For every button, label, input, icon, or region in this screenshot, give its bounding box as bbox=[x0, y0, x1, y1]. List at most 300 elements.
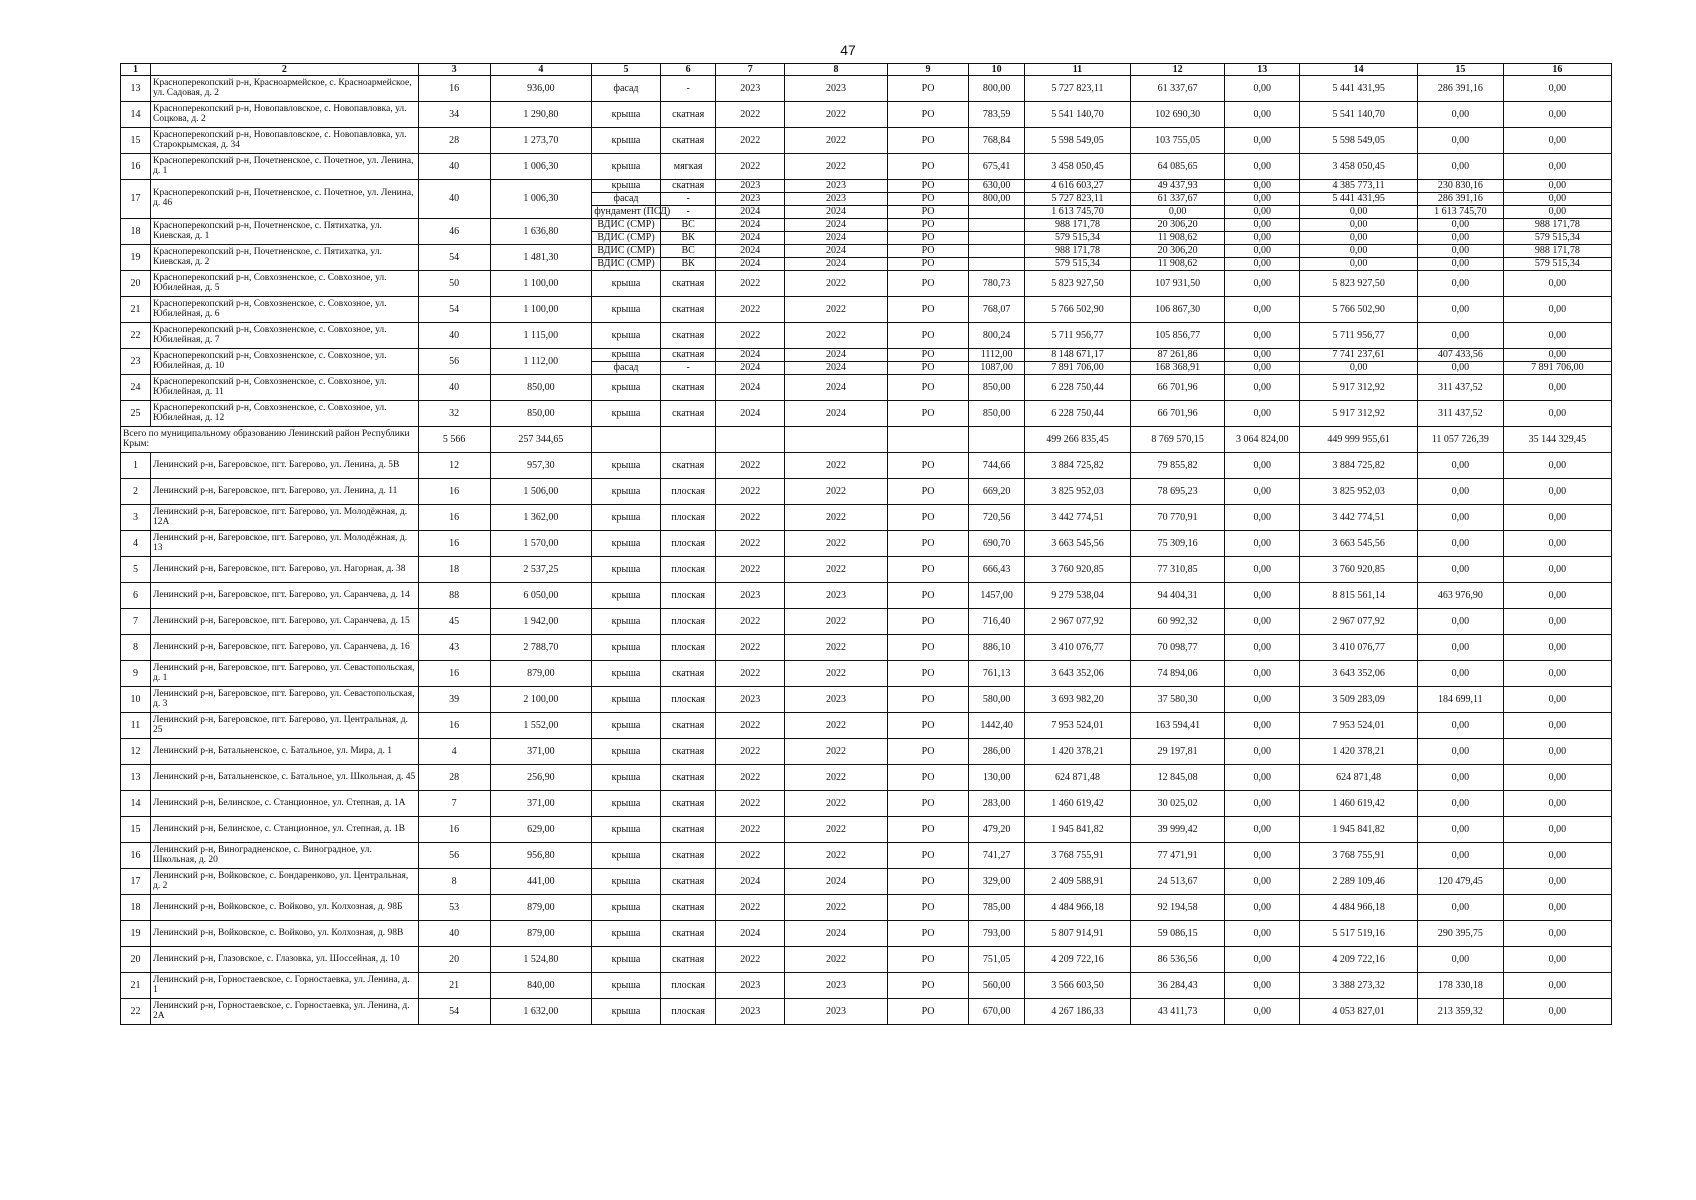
table-cell: скатная bbox=[660, 869, 716, 895]
table-cell: 2022 bbox=[785, 102, 888, 128]
table-cell: 0,00 bbox=[1503, 128, 1611, 154]
table-cell: 0,00 bbox=[1503, 739, 1611, 765]
table-cell: 107 931,50 bbox=[1130, 271, 1224, 297]
table-cell: крыша bbox=[592, 791, 661, 817]
table-cell: 184 699,11 bbox=[1417, 687, 1503, 713]
table-cell: ВК bbox=[660, 232, 716, 245]
table-cell: 0,00 bbox=[1503, 609, 1611, 635]
table-cell: 5 917 312,92 bbox=[1300, 375, 1418, 401]
table-cell: 690,70 bbox=[969, 531, 1025, 557]
table-cell: РО bbox=[887, 102, 968, 128]
table-cell: 0,00 bbox=[1417, 258, 1503, 271]
table-cell: 0,00 bbox=[1417, 232, 1503, 245]
table-cell: 7 891 706,00 bbox=[1503, 362, 1611, 375]
table-cell: 0,00 bbox=[1417, 479, 1503, 505]
table-cell: 371,00 bbox=[490, 791, 592, 817]
table-cell: плоская bbox=[660, 557, 716, 583]
table-cell: 1 420 378,21 bbox=[1300, 739, 1418, 765]
table-cell: крыша bbox=[592, 180, 661, 193]
table-cell: 1 362,00 bbox=[490, 505, 592, 531]
row-number: 19 bbox=[121, 921, 151, 947]
table-cell: 579 515,34 bbox=[1503, 232, 1611, 245]
table-row bbox=[121, 557, 1612, 583]
table-cell: 2 967 077,92 bbox=[1024, 609, 1130, 635]
table-cell: РО bbox=[887, 180, 968, 193]
table-cell: 0,00 bbox=[1503, 154, 1611, 180]
table-cell: 0,00 bbox=[1225, 791, 1300, 817]
table-cell: 2023 bbox=[716, 999, 785, 1025]
table-cell: 0,00 bbox=[1503, 817, 1611, 843]
row-number: 8 bbox=[121, 635, 151, 661]
table-cell: 283,00 bbox=[969, 791, 1025, 817]
table-cell: 560,00 bbox=[969, 973, 1025, 999]
table-cell: 800,00 bbox=[969, 193, 1025, 206]
table-cell: скатная bbox=[660, 843, 716, 869]
table-cell: 2024 bbox=[716, 362, 785, 375]
table-cell: 0,00 bbox=[1225, 869, 1300, 895]
table-cell: 2022 bbox=[716, 609, 785, 635]
table-cell: 879,00 bbox=[490, 661, 592, 687]
column-header: 1 bbox=[121, 64, 151, 76]
table-cell: 624 871,48 bbox=[1024, 765, 1130, 791]
table-cell: 2022 bbox=[716, 154, 785, 180]
table-cell: 8 bbox=[418, 869, 490, 895]
address-cell: Красноперекопский р-н, Почетненское, с. Почетное, ул. Ленина, д. 46 bbox=[150, 180, 418, 219]
table-cell: 1442,40 bbox=[969, 713, 1025, 739]
table-cell: 4 209 722,16 bbox=[1024, 947, 1130, 973]
table-row bbox=[121, 297, 1612, 323]
row-number: 17 bbox=[121, 180, 151, 219]
table-cell: 78 695,23 bbox=[1130, 479, 1224, 505]
table-cell: 2023 bbox=[716, 583, 785, 609]
table-cell: 3 442 774,51 bbox=[1024, 505, 1130, 531]
table-cell: 2024 bbox=[785, 349, 888, 362]
table-cell: 3 643 352,06 bbox=[1024, 661, 1130, 687]
table-cell: 0,00 bbox=[1503, 869, 1611, 895]
table-cell: 7 741 237,61 bbox=[1300, 349, 1418, 362]
row-number: 22 bbox=[121, 999, 151, 1025]
address-cell: Ленинский р-н, Горностаевское, с. Горностаевка, ул. Ленина, д. 1 bbox=[150, 973, 418, 999]
table-cell: 6 050,00 bbox=[490, 583, 592, 609]
table-cell: 24 513,67 bbox=[1130, 869, 1224, 895]
table-cell: 2024 bbox=[785, 258, 888, 271]
table-cell: скатная bbox=[660, 453, 716, 479]
table-cell: РО bbox=[887, 232, 968, 245]
table-cell: крыша bbox=[592, 505, 661, 531]
table-cell: 5 598 549,05 bbox=[1024, 128, 1130, 154]
table-cell: 1 100,00 bbox=[490, 271, 592, 297]
table-cell: 5 807 914,91 bbox=[1024, 921, 1130, 947]
table-cell: РО bbox=[887, 687, 968, 713]
table-cell: 286,00 bbox=[969, 739, 1025, 765]
table-cell: 0,00 bbox=[1225, 271, 1300, 297]
address-cell: Ленинский р-н, Виноградненское, с. Виноградное, ул. Школьная, д. 20 bbox=[150, 843, 418, 869]
table-cell: - bbox=[660, 76, 716, 102]
table-cell: 2022 bbox=[716, 453, 785, 479]
table-cell: 39 999,42 bbox=[1130, 817, 1224, 843]
table-cell: 0,00 bbox=[1225, 583, 1300, 609]
table-cell: 988 171,78 bbox=[1024, 245, 1130, 258]
table-cell: 4 484 966,18 bbox=[1300, 895, 1418, 921]
table-cell: плоская bbox=[660, 479, 716, 505]
table-cell: 761,13 bbox=[969, 661, 1025, 687]
table-cell: скатная bbox=[660, 739, 716, 765]
table-cell: скатная bbox=[660, 765, 716, 791]
table-cell: 7 891 706,00 bbox=[1024, 362, 1130, 375]
table-row bbox=[121, 76, 1612, 102]
table-cell: 0,00 bbox=[1417, 843, 1503, 869]
column-header: 10 bbox=[969, 64, 1025, 76]
table-cell: 311 437,52 bbox=[1417, 401, 1503, 427]
table-cell: 40 bbox=[418, 180, 490, 219]
table-row bbox=[121, 271, 1612, 297]
table-cell: 2 537,25 bbox=[490, 557, 592, 583]
table-cell: 2022 bbox=[785, 479, 888, 505]
table-cell: 0,00 bbox=[1225, 206, 1300, 219]
table-cell bbox=[969, 427, 1025, 453]
table-cell: 230 830,16 bbox=[1417, 180, 1503, 193]
table-cell: 5 711 956,77 bbox=[1300, 323, 1418, 349]
table-cell: 102 690,30 bbox=[1130, 102, 1224, 128]
table-cell: крыша bbox=[592, 609, 661, 635]
table-cell: 1 460 619,42 bbox=[1024, 791, 1130, 817]
address-cell: Ленинский р-н, Багеровское, пгт. Багерово, ул. Саранчева, д. 14 bbox=[150, 583, 418, 609]
table-cell: 7 bbox=[418, 791, 490, 817]
table-cell: крыша bbox=[592, 557, 661, 583]
table-cell: крыша bbox=[592, 973, 661, 999]
row-number: 5 bbox=[121, 557, 151, 583]
table-cell: 0,00 bbox=[1225, 245, 1300, 258]
table-cell: 0,00 bbox=[1417, 531, 1503, 557]
table-cell: 879,00 bbox=[490, 921, 592, 947]
table-cell: 720,56 bbox=[969, 505, 1025, 531]
table-cell: крыша bbox=[592, 661, 661, 687]
table-cell: 3 410 076,77 bbox=[1024, 635, 1130, 661]
table-cell: РО bbox=[887, 193, 968, 206]
table-cell: крыша bbox=[592, 531, 661, 557]
table-cell: 70 098,77 bbox=[1130, 635, 1224, 661]
address-cell: Ленинский р-н, Глазовское, с. Глазовка, ул. Шоссейная, д. 10 bbox=[150, 947, 418, 973]
table-cell: 1 613 745,70 bbox=[1024, 206, 1130, 219]
table-cell bbox=[592, 427, 661, 453]
row-number: 3 bbox=[121, 505, 151, 531]
table-cell: 105 856,77 bbox=[1130, 323, 1224, 349]
row-number: 4 bbox=[121, 531, 151, 557]
table-cell: 2023 bbox=[785, 76, 888, 102]
table-row bbox=[121, 765, 1612, 791]
address-cell: Красноперекопский р-н, Совхозненское, с. Совхозное, ул. Юбилейная, д. 10 bbox=[150, 349, 418, 375]
table-cell: 2024 bbox=[785, 232, 888, 245]
table-cell: 2024 bbox=[785, 921, 888, 947]
row-number: 15 bbox=[121, 817, 151, 843]
table-cell: 2024 bbox=[785, 869, 888, 895]
table-cell: 850,00 bbox=[969, 375, 1025, 401]
table-cell: 8 815 561,14 bbox=[1300, 583, 1418, 609]
table-cell: 0,00 bbox=[1225, 739, 1300, 765]
table-cell: 3 760 920,85 bbox=[1024, 557, 1130, 583]
table-cell: 0,00 bbox=[1503, 76, 1611, 102]
table-cell: крыша bbox=[592, 479, 661, 505]
row-number: 20 bbox=[121, 271, 151, 297]
table-cell: РО bbox=[887, 609, 968, 635]
table-row bbox=[121, 973, 1612, 999]
table-row bbox=[121, 947, 1612, 973]
address-cell: Ленинский р-н, Батальненское, с. Батальное, ул. Школьная, д. 45 bbox=[150, 765, 418, 791]
table-cell: 800,00 bbox=[969, 76, 1025, 102]
table-cell: 2022 bbox=[785, 843, 888, 869]
table-cell: 0,00 bbox=[1417, 102, 1503, 128]
table-cell: 0,00 bbox=[1417, 713, 1503, 739]
table-cell: РО bbox=[887, 401, 968, 427]
address-cell: Красноперекопский р-н, Новопавловское, с. Новопавловка, ул. Соцкова, д. 2 bbox=[150, 102, 418, 128]
table-row bbox=[121, 245, 1612, 258]
table-cell: 106 867,30 bbox=[1130, 297, 1224, 323]
table-row bbox=[121, 219, 1612, 232]
table-cell: 669,20 bbox=[969, 479, 1025, 505]
table-cell: 4 267 186,33 bbox=[1024, 999, 1130, 1025]
table-cell: 213 359,32 bbox=[1417, 999, 1503, 1025]
table-cell: - bbox=[660, 206, 716, 219]
table-cell: 783,59 bbox=[969, 102, 1025, 128]
table-cell: 178 330,18 bbox=[1417, 973, 1503, 999]
column-header: 9 bbox=[887, 64, 968, 76]
table-cell: 5 727 823,11 bbox=[1024, 193, 1130, 206]
table-cell: 2022 bbox=[716, 895, 785, 921]
table-cell: 1 613 745,70 bbox=[1417, 206, 1503, 219]
table-body bbox=[121, 76, 1612, 1025]
table-cell: 66 701,96 bbox=[1130, 375, 1224, 401]
address-cell: Красноперекопский р-н, Новопавловское, с. Новопавловка, ул. Старокрымская, д. 34 bbox=[150, 128, 418, 154]
table-cell: 92 194,58 bbox=[1130, 895, 1224, 921]
column-header: 2 bbox=[150, 64, 418, 76]
table-cell: 768,84 bbox=[969, 128, 1025, 154]
table-cell: 3 458 050,45 bbox=[1300, 154, 1418, 180]
table-cell: 0,00 bbox=[1417, 765, 1503, 791]
table-row bbox=[121, 895, 1612, 921]
table-cell: 5 598 549,05 bbox=[1300, 128, 1418, 154]
table-cell: крыша bbox=[592, 999, 661, 1025]
table-row bbox=[121, 999, 1612, 1025]
table-cell: 629,00 bbox=[490, 817, 592, 843]
table-cell: 37 580,30 bbox=[1130, 687, 1224, 713]
table-cell: 0,00 bbox=[1225, 531, 1300, 557]
table-cell: 2022 bbox=[716, 479, 785, 505]
table-cell: 2022 bbox=[716, 791, 785, 817]
table-cell: 16 bbox=[418, 531, 490, 557]
table-cell: плоская bbox=[660, 583, 716, 609]
table-cell: 1 636,80 bbox=[490, 219, 592, 245]
table-cell: 5 766 502,90 bbox=[1024, 297, 1130, 323]
table-cell: 2022 bbox=[785, 154, 888, 180]
table-cell: 39 bbox=[418, 687, 490, 713]
table-cell: 1 420 378,21 bbox=[1024, 739, 1130, 765]
table-cell: 0,00 bbox=[1503, 583, 1611, 609]
column-header: 15 bbox=[1417, 64, 1503, 76]
table-cell: 0,00 bbox=[1225, 609, 1300, 635]
table-cell: 3 064 824,00 bbox=[1225, 427, 1300, 453]
table-cell: 5 823 927,50 bbox=[1300, 271, 1418, 297]
table-cell: 3 509 283,09 bbox=[1300, 687, 1418, 713]
table-cell: 28 bbox=[418, 765, 490, 791]
table-cell: крыша bbox=[592, 128, 661, 154]
table-cell: 624 871,48 bbox=[1300, 765, 1418, 791]
table-cell: 5 441 431,95 bbox=[1300, 76, 1418, 102]
table-cell: 0,00 bbox=[1503, 531, 1611, 557]
table-cell: 675,41 bbox=[969, 154, 1025, 180]
row-number: 20 bbox=[121, 947, 151, 973]
table-cell: 54 bbox=[418, 297, 490, 323]
address-cell: Красноперекопский р-н, Совхозненское, с. Совхозное, ул. Юбилейная, д. 12 bbox=[150, 401, 418, 427]
table-cell: 3 663 545,56 bbox=[1024, 531, 1130, 557]
table-cell: 61 337,67 bbox=[1130, 193, 1224, 206]
table-row bbox=[121, 921, 1612, 947]
table-cell: 286 391,16 bbox=[1417, 76, 1503, 102]
table-row bbox=[121, 739, 1612, 765]
address-cell: Ленинский р-н, Горностаевское, с. Горностаевка, ул. Ленина, д. 2А bbox=[150, 999, 418, 1025]
table-cell: 0,00 bbox=[1503, 557, 1611, 583]
table-cell: скатная bbox=[660, 128, 716, 154]
table-cell: 168 368,91 bbox=[1130, 362, 1224, 375]
row-number: 17 bbox=[121, 869, 151, 895]
table-cell: крыша bbox=[592, 154, 661, 180]
table-cell: 11 908,62 bbox=[1130, 232, 1224, 245]
table-cell: 0,00 bbox=[1225, 401, 1300, 427]
table-cell: скатная bbox=[660, 817, 716, 843]
table-cell: 5 541 140,70 bbox=[1024, 102, 1130, 128]
address-cell: Ленинский р-н, Войковское, с. Войково, ул. Колхозная, д. 98В bbox=[150, 921, 418, 947]
table-cell: 1 290,80 bbox=[490, 102, 592, 128]
table-cell: РО bbox=[887, 245, 968, 258]
table-cell: 16 bbox=[418, 505, 490, 531]
row-number: 14 bbox=[121, 791, 151, 817]
table-cell: крыша bbox=[592, 401, 661, 427]
table-row bbox=[121, 713, 1612, 739]
table-cell: 2022 bbox=[785, 531, 888, 557]
table-cell: 2024 bbox=[716, 349, 785, 362]
table-cell: 103 755,05 bbox=[1130, 128, 1224, 154]
table-cell bbox=[887, 427, 968, 453]
address-cell: Красноперекопский р-н, Совхозненское, с. Совхозное, ул. Юбилейная, д. 5 bbox=[150, 271, 418, 297]
table-cell: 2024 bbox=[716, 245, 785, 258]
table-cell: 94 404,31 bbox=[1130, 583, 1224, 609]
table-cell: РО bbox=[887, 843, 968, 869]
table-cell: 780,73 bbox=[969, 271, 1025, 297]
table-cell: 1 273,70 bbox=[490, 128, 592, 154]
table-cell: РО bbox=[887, 128, 968, 154]
address-cell: Красноперекопский р-н, Совхозненское, с. Совхозное, ул. Юбилейная, д. 7 bbox=[150, 323, 418, 349]
table-cell: РО bbox=[887, 791, 968, 817]
table-cell: 3 442 774,51 bbox=[1300, 505, 1418, 531]
table-row bbox=[121, 609, 1612, 635]
table-cell: 86 536,56 bbox=[1130, 947, 1224, 973]
table-cell: скатная bbox=[660, 349, 716, 362]
table-cell: 936,00 bbox=[490, 76, 592, 102]
table-cell: 2022 bbox=[785, 817, 888, 843]
table-cell: 2 100,00 bbox=[490, 687, 592, 713]
table-cell: крыша bbox=[592, 271, 661, 297]
table-cell: 1 100,00 bbox=[490, 297, 592, 323]
row-number: 22 bbox=[121, 323, 151, 349]
table-cell: 2023 bbox=[785, 193, 888, 206]
table-cell: 79 855,82 bbox=[1130, 453, 1224, 479]
table-cell: 0,00 bbox=[1300, 206, 1418, 219]
table-cell: 16 bbox=[418, 713, 490, 739]
table-cell: 0,00 bbox=[1417, 128, 1503, 154]
table-cell: 0,00 bbox=[1503, 687, 1611, 713]
table-cell: 2023 bbox=[785, 583, 888, 609]
table-row bbox=[121, 791, 1612, 817]
table-cell: 0,00 bbox=[1503, 297, 1611, 323]
row-number: 13 bbox=[121, 765, 151, 791]
table-cell: 850,00 bbox=[490, 375, 592, 401]
table-cell: 46 bbox=[418, 219, 490, 245]
table-cell: 3 663 545,56 bbox=[1300, 531, 1418, 557]
table-cell: 0,00 bbox=[1225, 232, 1300, 245]
table-cell: 290 395,75 bbox=[1417, 921, 1503, 947]
table-cell: 2023 bbox=[716, 687, 785, 713]
table-cell: РО bbox=[887, 271, 968, 297]
table-cell: 256,90 bbox=[490, 765, 592, 791]
address-cell: Ленинский р-н, Войковское, с. Войково, ул. Колхозная, д. 98Б bbox=[150, 895, 418, 921]
table-cell: 2022 bbox=[785, 323, 888, 349]
table-cell: 2022 bbox=[785, 713, 888, 739]
table-cell: ВС bbox=[660, 245, 716, 258]
table-cell: 70 770,91 bbox=[1130, 505, 1224, 531]
table-cell: 0,00 bbox=[1130, 206, 1224, 219]
table-cell: 130,00 bbox=[969, 765, 1025, 791]
table-cell: 0,00 bbox=[1225, 349, 1300, 362]
table-cell: 1112,00 bbox=[969, 349, 1025, 362]
table-cell: 2024 bbox=[716, 258, 785, 271]
table-cell: РО bbox=[887, 765, 968, 791]
table-cell: 0,00 bbox=[1225, 843, 1300, 869]
table-cell: 2022 bbox=[785, 635, 888, 661]
table-cell: крыша bbox=[592, 635, 661, 661]
table-cell: РО bbox=[887, 713, 968, 739]
table-cell: РО bbox=[887, 323, 968, 349]
table-cell: скатная bbox=[660, 323, 716, 349]
table-row bbox=[121, 128, 1612, 154]
table-cell: 2023 bbox=[716, 76, 785, 102]
table-cell: РО bbox=[887, 531, 968, 557]
table-cell: 30 025,02 bbox=[1130, 791, 1224, 817]
table-cell: 0,00 bbox=[1225, 687, 1300, 713]
table-cell: 1 945 841,82 bbox=[1300, 817, 1418, 843]
table-cell: 1 006,30 bbox=[490, 180, 592, 219]
table-row bbox=[121, 687, 1612, 713]
table-cell: 850,00 bbox=[969, 401, 1025, 427]
table-cell bbox=[969, 258, 1025, 271]
table-cell: РО bbox=[887, 661, 968, 687]
address-cell: Ленинский р-н, Белинское, с. Станционное, ул. Степная, д. 1В bbox=[150, 817, 418, 843]
table-cell: 0,00 bbox=[1503, 401, 1611, 427]
table-cell: 2022 bbox=[716, 765, 785, 791]
table-cell: скатная bbox=[660, 713, 716, 739]
table-cell: 0,00 bbox=[1300, 232, 1418, 245]
table-cell: 0,00 bbox=[1300, 362, 1418, 375]
table-cell: 957,30 bbox=[490, 453, 592, 479]
table-cell: 0,00 bbox=[1225, 557, 1300, 583]
table-cell bbox=[969, 245, 1025, 258]
table-cell: 4 484 966,18 bbox=[1024, 895, 1130, 921]
table-cell: 0,00 bbox=[1225, 453, 1300, 479]
table-cell: 2022 bbox=[716, 271, 785, 297]
table-cell: 2022 bbox=[716, 557, 785, 583]
table-cell: 5 823 927,50 bbox=[1024, 271, 1130, 297]
table-cell: 2022 bbox=[785, 791, 888, 817]
table-cell: 0,00 bbox=[1225, 765, 1300, 791]
table-cell: 0,00 bbox=[1225, 817, 1300, 843]
